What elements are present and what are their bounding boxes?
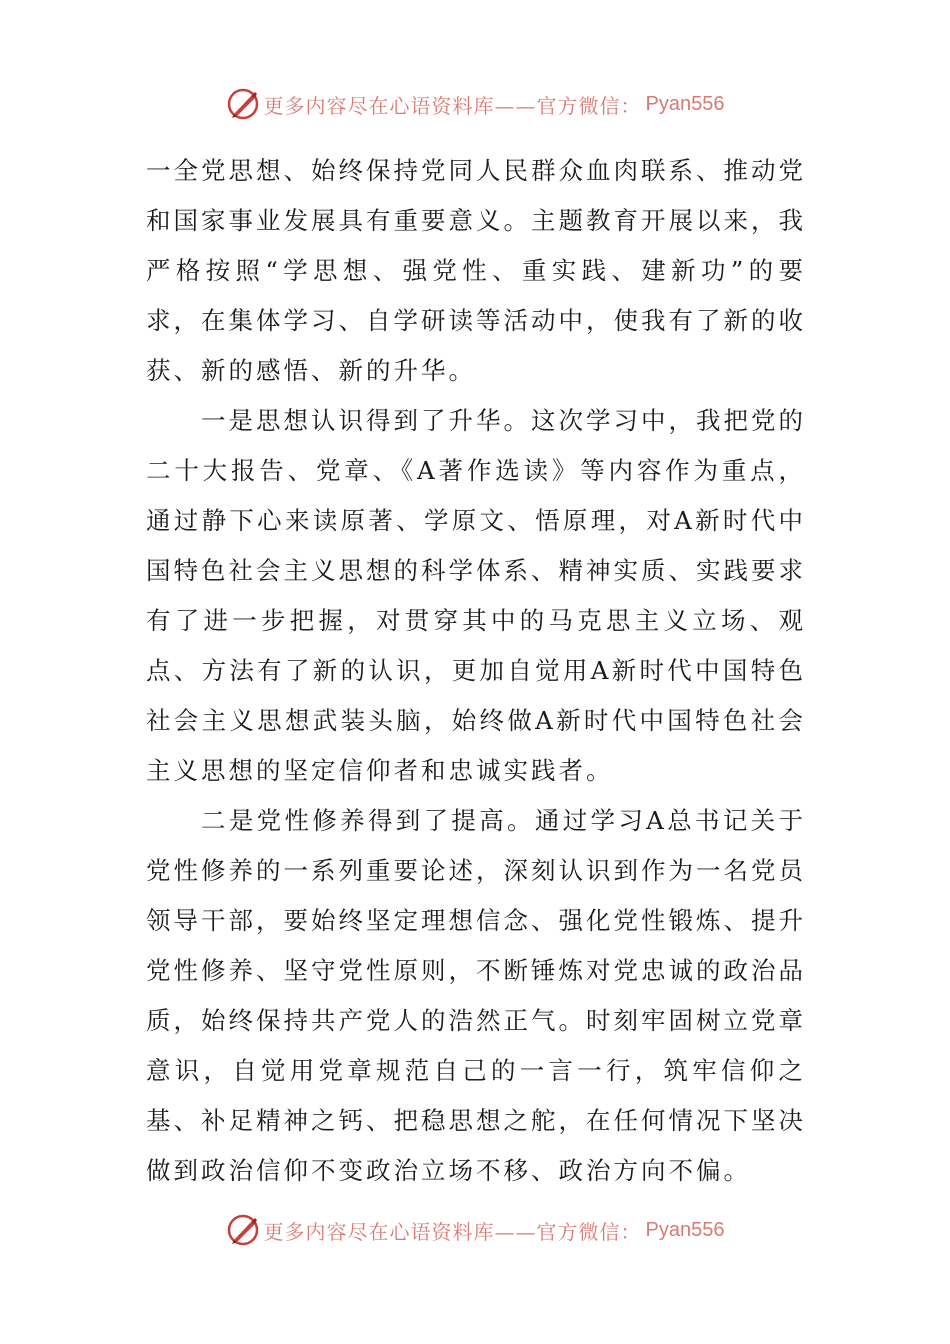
document-body <box>146 146 806 1196</box>
pen-circle-logo-icon <box>226 87 260 121</box>
banner-wechat-id: Pyan556 <box>645 92 725 115</box>
header-watermark-banner <box>0 84 950 124</box>
pen-circle-logo-icon <box>226 1213 260 1247</box>
banner-wechat-id: Pyan556 <box>645 1218 725 1241</box>
banner-text: 更多内容尽在心语资料库——官方微信： <box>263 1219 642 1244</box>
footer-watermark-banner <box>0 1210 950 1250</box>
banner-text: 更多内容尽在心语资料库——官方微信： <box>263 93 642 118</box>
paragraph-intro: 一全党思想、始终保持党同人民群众血肉联系、推动党和国家事业发展具有重要意义。主题教育开展以来，我严格按照“学思想、强党性、重实践、建新功”的要求，在集体学习、自学研读等活动中，使我有了新的收获、新的感悟、新的升华。 <box>146 156 806 385</box>
paragraph-party-spirit: 二是党性修养得到了提高。通过学习A总书记关于党性修养的一系列重要论述，深刻认识到作为一名党员领导干部，要始终坚定理想信念、强化党性锻炼、提升党性修养、坚守党性原则，不断锤炼对党忠诚的政治品质，始终保持共产党人的浩然正气。时刻牢固树立党章意识，自觉用党章规范自己的一言一行，筑牢信仰之基、补足精神之钙、把稳思想之舵，在任何情况下坚决做到政治信仰不变政治立场不移、政治方向不偏。 <box>146 806 806 1185</box>
paragraph-thought-awareness: 一是思想认识得到了升华。这次学习中，我把党的二十大报告、党章、《A著作选读》等内容作为重点，通过静下心来读原著、学原文、悟原理，对A新时代中国特色社会主义思想的科学体系、精神实质、实践要求有了进一步把握，对贯穿其中的马克思主义立场、观点、方法有了新的认识，更加自觉用A新时代中国特色社会主义思想武装头脑，始终做A新时代中国特色社会主义思想的坚定信仰者和忠诚实践者。 <box>146 406 806 785</box>
